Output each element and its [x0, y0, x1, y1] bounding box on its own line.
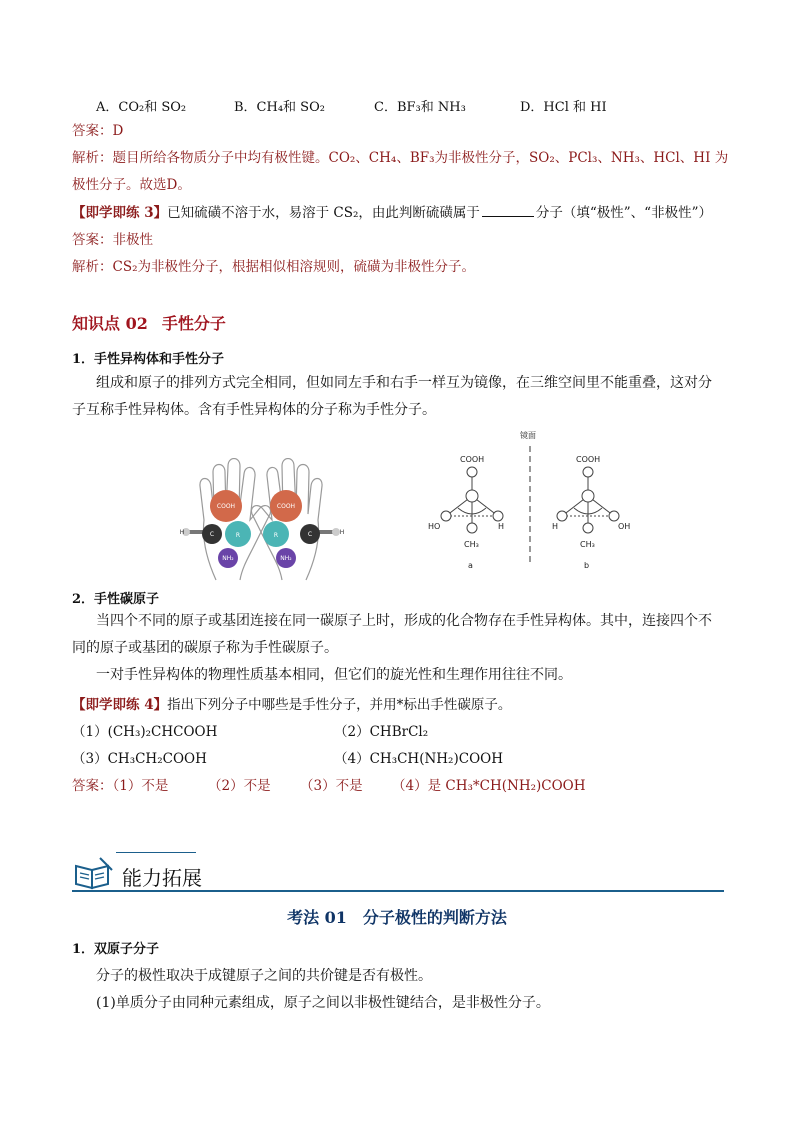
practice-4-item-4: （4）CH₃CH(NH₂)COOH — [334, 751, 503, 767]
kp-number: 知识点 02 — [72, 314, 148, 333]
section-2-paragraph-1: 当四个不同的原子或基团连接在同一碳原子上时，形成的化合物存在手性异构体。其中，连接四个不同的原子或基团的碳原子称为手性碳原子。 — [72, 613, 712, 656]
left-c-label: C — [209, 531, 215, 538]
header-top-rule — [116, 852, 196, 853]
analysis-1-line1: 解析：题目所给各物质分子中均有极性键。CO₂、CH₄、BF₃为非极性分子，SO₂、PCl₃、NH₃、HCl、HI 为 — [72, 150, 729, 166]
b-label: b — [584, 561, 590, 570]
option-d: D．HCl 和 HI — [520, 100, 607, 115]
method-name: 分子极性的判断方法 — [362, 908, 507, 927]
a-ho-label: HO — [428, 522, 441, 531]
b-ch3-label: CH₃ — [580, 540, 595, 549]
b-cooh-label: COOH — [576, 455, 601, 464]
practice-4-tag: 【即学即练 4】 — [72, 697, 168, 713]
a-h-label: H — [498, 522, 505, 531]
practice-4-item-3: （3）CH₃CH₂COOH — [72, 751, 207, 767]
practice-3-tag: 【即学即练 3】 — [72, 205, 168, 221]
a-cooh-label: COOH — [460, 455, 485, 464]
left-h-label: H — [179, 529, 185, 536]
left-nh2-label: NH₂ — [222, 555, 234, 562]
molecule-b — [557, 467, 619, 533]
analysis-1-line2: 极性分子。故选D。 — [72, 177, 191, 193]
right-nh2-label: NH₂ — [280, 555, 292, 562]
practice-4-text: 指出下列分子中哪些是手性分子，并用*标出手性碳原子。 — [167, 697, 512, 713]
molecule-a — [441, 467, 503, 533]
right-c-label: C — [307, 531, 313, 538]
section-3-paragraph-1: 分子的极性取决于成键原子之间的共价键是否有极性。 — [96, 968, 432, 984]
answer-4-2: （2）不是 — [208, 778, 271, 794]
left-cooh-label: COOH — [216, 503, 236, 510]
knowledge-point-02-title — [72, 311, 226, 334]
right-r-label: R — [273, 532, 279, 539]
option-c: C．BF₃和 NH₃ — [374, 100, 466, 115]
analysis-3: 解析：CS₂为非极性分子，根据相似相溶规则，硫磺为非极性分子。 — [72, 259, 475, 275]
option-b: B．CH₄和 SO₂ — [234, 100, 325, 115]
practice-4-item-1: （1）(CH₃)₂CHCOOH — [72, 724, 218, 740]
mirror-label: 镜面 — [520, 431, 536, 440]
practice-3-text-before: 已知硫磺不溶于水，易溶于 CS₂，由此判断硫磺属于 — [167, 205, 480, 221]
right-cooh-label: COOH — [276, 503, 296, 510]
a-ch3-label: CH₃ — [464, 540, 479, 549]
mirror-enantiomer-figure — [420, 428, 650, 576]
section-1-paragraph: 组成和原子的排列方式完全相同，但如同左手和右手一样互为镜像，在三维空间里不能重叠，这对分子互称手性异构体。含有手性异构体的分子称为手性分子。 — [72, 375, 712, 418]
answer-1: 答案：D — [72, 123, 124, 139]
section-3-head: 1．双原子分子 — [72, 942, 160, 957]
b-oh-label: OH — [618, 522, 631, 531]
section-2-paragraph-2: 一对手性异构体的物理性质基本相同，但它们的旋光性和生理作用往往不同。 — [96, 667, 572, 683]
section-3-paragraph-2: (1)单质分子由同种元素组成，原子之间以非极性键结合，是非极性分子。 — [96, 995, 550, 1011]
a-label: a — [468, 561, 473, 570]
book-icon — [72, 856, 114, 890]
left-r-label: R — [235, 532, 241, 539]
ability-section-header — [72, 852, 724, 892]
header-underline — [72, 890, 724, 892]
answer-blank — [482, 204, 534, 217]
method-number: 考法 01 — [287, 908, 347, 927]
practice-4 — [72, 696, 511, 714]
answer-4-1: 答案：（1）不是 — [72, 778, 169, 794]
section-2-head: 2．手性碳原子 — [72, 592, 160, 607]
kp-name: 手性分子 — [161, 314, 226, 333]
answer-4-3: （3）不是 — [300, 778, 363, 794]
right-h-label: H — [339, 529, 345, 536]
ability-title: 能力拓展 — [122, 866, 202, 890]
section-1-head: 1．手性异构体和手性分子 — [72, 352, 225, 367]
hands-chirality-figure — [176, 458, 346, 582]
method-01-title — [0, 905, 794, 928]
b-h-label: H — [552, 522, 559, 531]
practice-4-item-2: （2）CHBrCl₂ — [334, 724, 429, 740]
option-a: A．CO₂和 SO₂ — [96, 100, 187, 115]
answer-4-4: （4）是 CH₃*CH(NH₂)COOH — [392, 778, 586, 794]
practice-3-text-after: 分子（填“极性”、“非极性”） — [535, 205, 712, 221]
answer-3: 答案：非极性 — [72, 232, 153, 248]
practice-3 — [72, 204, 712, 222]
